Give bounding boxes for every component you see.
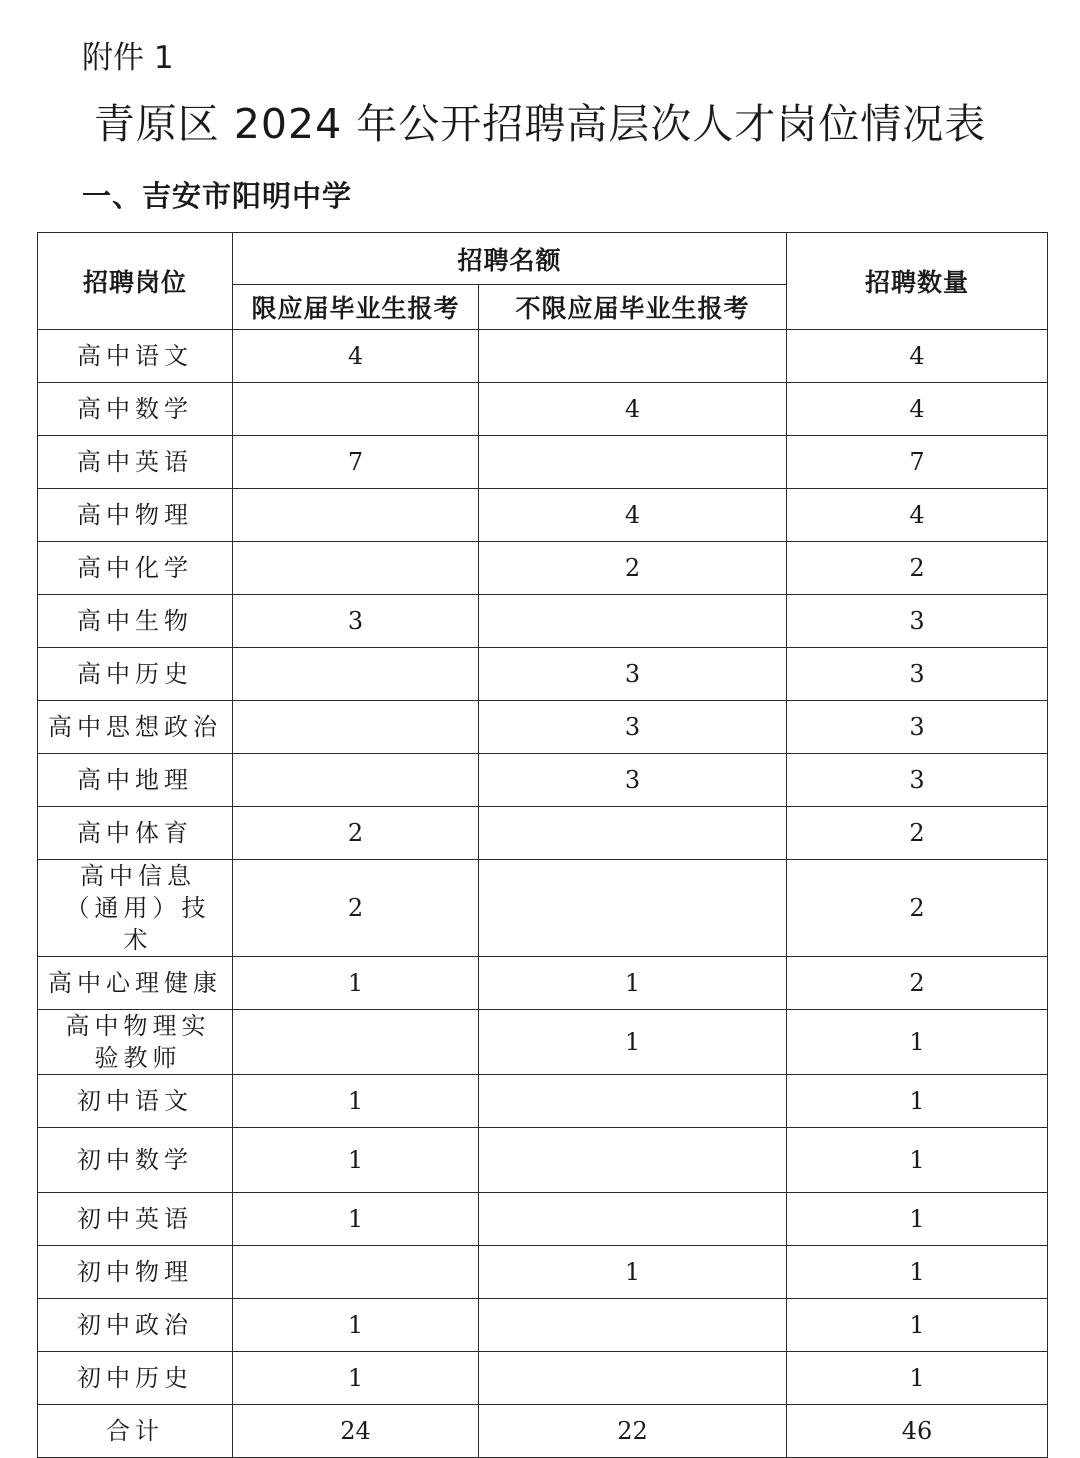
position-cell: 初中物理 <box>38 1246 233 1299</box>
position-cell: 高中英语 <box>38 436 233 489</box>
recruitment-table <box>37 232 1048 1458</box>
total-label: 合计 <box>38 1405 233 1458</box>
table-row <box>38 860 1048 957</box>
unrestricted-cell <box>479 1075 787 1128</box>
page-title: 青原区 2024 年公开招聘高层次人才岗位情况表 <box>93 100 987 148</box>
position-cell: 初中数学 <box>38 1128 233 1193</box>
total-graduates-only: 24 <box>233 1405 479 1458</box>
position-cell: 高中物理 <box>38 489 233 542</box>
unrestricted-cell: 3 <box>479 648 787 701</box>
unrestricted-cell: 1 <box>479 1246 787 1299</box>
graduates-only-cell: 1 <box>233 1128 479 1193</box>
table-row <box>38 1246 1048 1299</box>
position-cell: 高中信息（通用）技术 <box>38 860 233 957</box>
position-cell: 高中化学 <box>38 542 233 595</box>
table-row <box>38 1193 1048 1246</box>
unrestricted-cell <box>479 1299 787 1352</box>
total-sum: 46 <box>787 1405 1048 1458</box>
total-cell: 1 <box>787 1246 1048 1299</box>
position-cell: 高中地理 <box>38 754 233 807</box>
position-cell: 初中历史 <box>38 1352 233 1405</box>
header-quota-group: 招聘名额 <box>233 233 787 285</box>
table-row <box>38 648 1048 701</box>
total-cell: 1 <box>787 1010 1048 1075</box>
unrestricted-cell: 4 <box>479 383 787 436</box>
unrestricted-cell: 3 <box>479 701 787 754</box>
position-cell: 高中生物 <box>38 595 233 648</box>
total-cell: 7 <box>787 436 1048 489</box>
graduates-only-cell: 1 <box>233 1193 479 1246</box>
total-cell: 2 <box>787 807 1048 860</box>
total-cell: 2 <box>787 957 1048 1010</box>
unrestricted-cell <box>479 1352 787 1405</box>
unrestricted-cell <box>479 807 787 860</box>
header-total-count: 招聘数量 <box>787 233 1048 330</box>
unrestricted-cell: 4 <box>479 489 787 542</box>
position-cell: 高中体育 <box>38 807 233 860</box>
table-row <box>38 595 1048 648</box>
total-cell: 4 <box>787 330 1048 383</box>
unrestricted-cell <box>479 860 787 957</box>
table-row <box>38 1128 1048 1193</box>
unrestricted-cell: 1 <box>479 1010 787 1075</box>
position-cell: 初中语文 <box>38 1075 233 1128</box>
table-row <box>38 489 1048 542</box>
position-cell: 初中政治 <box>38 1299 233 1352</box>
total-cell: 3 <box>787 648 1048 701</box>
table-row <box>38 383 1048 436</box>
graduates-only-cell: 4 <box>233 330 479 383</box>
table-row <box>38 807 1048 860</box>
position-cell: 高中心理健康 <box>38 957 233 1010</box>
total-cell: 1 <box>787 1128 1048 1193</box>
total-unrestricted: 22 <box>479 1405 787 1458</box>
table-row <box>38 957 1048 1010</box>
position-cell: 高中物理实验教师 <box>38 1010 233 1075</box>
total-cell: 2 <box>787 860 1048 957</box>
graduates-only-cell: 7 <box>233 436 479 489</box>
graduates-only-cell: 1 <box>233 1352 479 1405</box>
graduates-only-cell <box>233 754 479 807</box>
section-heading: 一、吉安市阳明中学 <box>82 179 353 213</box>
total-cell: 2 <box>787 542 1048 595</box>
unrestricted-cell <box>479 595 787 648</box>
table-row <box>38 1075 1048 1128</box>
table-row <box>38 436 1048 489</box>
header-graduates-only: 限应届毕业生报考 <box>233 285 479 330</box>
graduates-only-cell: 3 <box>233 595 479 648</box>
unrestricted-cell <box>479 330 787 383</box>
table-body <box>38 330 1048 1405</box>
unrestricted-cell: 3 <box>479 754 787 807</box>
unrestricted-cell <box>479 1193 787 1246</box>
table-row <box>38 1352 1048 1405</box>
total-cell: 1 <box>787 1193 1048 1246</box>
total-cell: 4 <box>787 489 1048 542</box>
graduates-only-cell <box>233 701 479 754</box>
total-cell: 1 <box>787 1075 1048 1128</box>
graduates-only-cell <box>233 1246 479 1299</box>
graduates-only-cell <box>233 489 479 542</box>
attachment-label: 附件 1 <box>82 40 174 76</box>
table-row <box>38 701 1048 754</box>
graduates-only-cell: 2 <box>233 807 479 860</box>
header-unrestricted: 不限应届毕业生报考 <box>479 285 787 330</box>
position-cell: 初中英语 <box>38 1193 233 1246</box>
graduates-only-cell: 2 <box>233 860 479 957</box>
position-cell: 高中思想政治 <box>38 701 233 754</box>
unrestricted-cell: 1 <box>479 957 787 1010</box>
total-cell: 1 <box>787 1352 1048 1405</box>
unrestricted-cell <box>479 1128 787 1193</box>
position-cell: 高中历史 <box>38 648 233 701</box>
total-cell: 3 <box>787 701 1048 754</box>
total-cell: 3 <box>787 754 1048 807</box>
graduates-only-cell <box>233 383 479 436</box>
graduates-only-cell <box>233 1010 479 1075</box>
table-row <box>38 330 1048 383</box>
table-row <box>38 1299 1048 1352</box>
position-cell: 高中数学 <box>38 383 233 436</box>
graduates-only-cell: 1 <box>233 957 479 1010</box>
total-cell: 4 <box>787 383 1048 436</box>
total-cell: 1 <box>787 1299 1048 1352</box>
graduates-only-cell <box>233 648 479 701</box>
graduates-only-cell: 1 <box>233 1299 479 1352</box>
table-row <box>38 542 1048 595</box>
unrestricted-cell: 2 <box>479 542 787 595</box>
unrestricted-cell <box>479 436 787 489</box>
table-row <box>38 1010 1048 1075</box>
graduates-only-cell <box>233 542 479 595</box>
total-row <box>38 1405 1048 1458</box>
total-cell: 3 <box>787 595 1048 648</box>
graduates-only-cell: 1 <box>233 1075 479 1128</box>
position-cell: 高中语文 <box>38 330 233 383</box>
table-row <box>38 754 1048 807</box>
header-position: 招聘岗位 <box>38 233 233 330</box>
